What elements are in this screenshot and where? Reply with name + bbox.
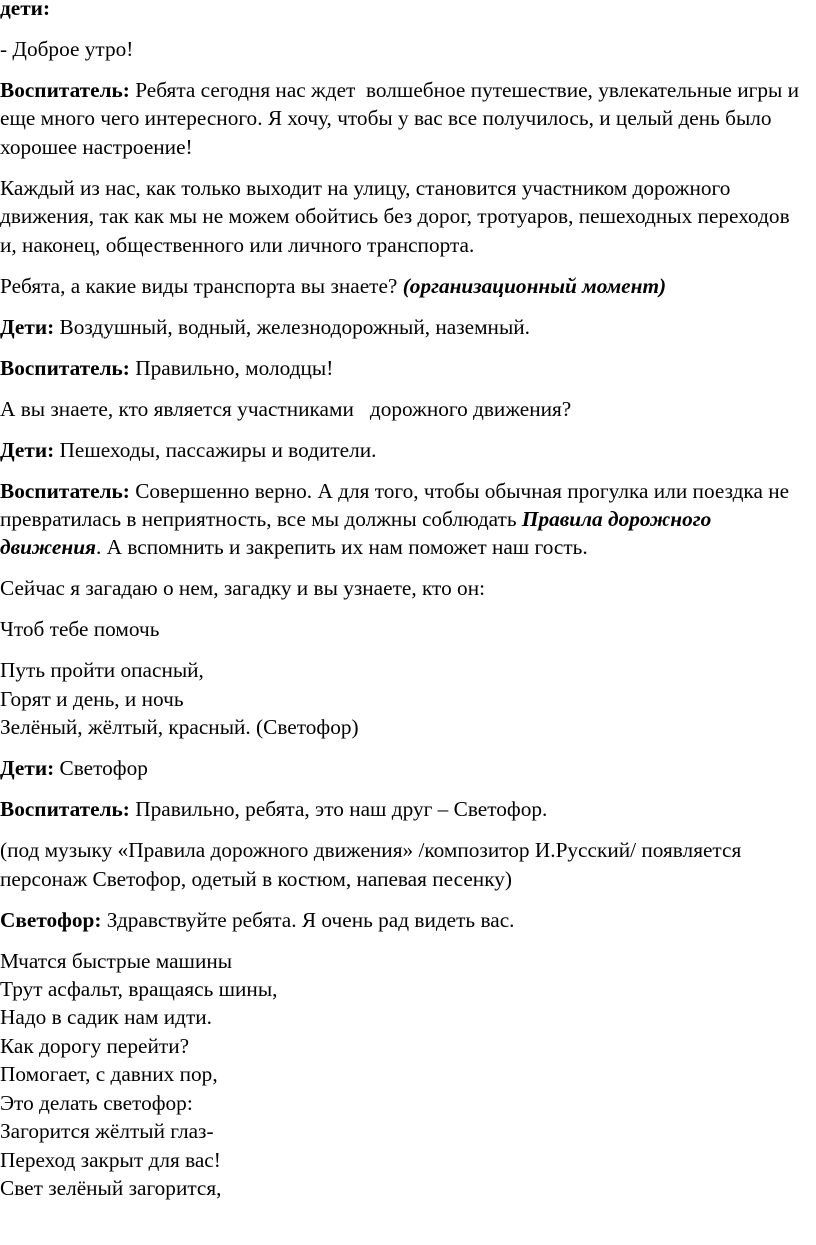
paragraph-teacher-friend [0,795,810,823]
paragraph-text: Ребята, а какие виды транспорта вы знаете? [0,273,403,298]
paragraph-text: А вы знаете, кто является участниками дорожного движения? [0,396,572,421]
paragraph-text: Правильно, молодцы! [129,355,334,380]
paragraph-text: Ребята сегодня нас ждет волшебное путешествие, увлекательные игры и еще много чего интересного. Я хочу, чтобы у вас все получилось, и целый день было хорошее настроение! [0,78,805,159]
paragraph-traffic-light-greeting [0,906,810,934]
paragraph-text: Воздушный, водный, железнодорожный, наземный. [54,314,530,339]
verse-line: Это делать светофор: [0,1090,193,1115]
paragraph-text: Сейчас я загадаю о нем, загадку и вы узнаете, кто он: [0,576,486,601]
paragraph-text: Каждый из нас, как только выходит на улицу, становится участником дорожного движения, так как мы не можем обойтись без дорог, тротуаров, пешеходных переходов и, наконец, общественного или личного транспорта. [0,175,795,257]
paragraph-text: - Доброе утро! [0,37,134,61]
paragraph-text: Пешеходы, пассажиры и водители. [54,437,377,462]
speaker-label: Воспитатель: [0,797,130,822]
verse-line: Как дорогу перейти? [0,1033,190,1058]
speaker-label: Воспитатель: [0,478,130,503]
paragraph-text: Совершенно верно. А для того, чтобы обычная прогулка или поездка не превратилась в неприятность, все мы должны соблюдать [0,478,795,532]
speaker-label: Воспитатель: [0,355,130,380]
verse-line: Мчатся быстрые машины [0,948,233,973]
paragraph-text: . А вспомнить и закрепить их нам поможет наш гость. [96,535,588,560]
verse-line: Зелёный, жёлтый, красный. (Светофор) [0,715,359,740]
speaker-label: Дети: [0,756,55,781]
speaker-label: дети: [0,0,51,20]
verse-line: Переход закрыт для вас! [0,1147,221,1172]
paragraph-riddle-intro [0,574,810,602]
verse-line: Горят и день, и ночь [0,686,184,711]
paragraph-stage-direction [0,836,810,893]
paragraph-text: Чтоб тебе помочь [0,617,160,642]
paragraph-children-answer-traffic-light [0,754,810,782]
verse-line: Трут асфальт, вращаясь шины, [0,977,278,1002]
riddle-verse [0,656,810,741]
paragraph-teacher-rules [0,477,810,562]
speaker-label: Дети: [0,314,55,339]
verse-line: Загорится жёлтый глаз- [0,1119,214,1144]
verse-line: Свет зелёный загорится, [0,1175,222,1200]
paragraph-text: Светофор [54,756,148,781]
speaker-label: Воспитатель: [0,78,130,102]
paragraph-teacher-intro [0,76,810,161]
paragraph-children-participants-answer [0,436,810,464]
stage-note: (организационный момент) [402,273,667,298]
song-verse [0,947,810,1203]
paragraph-transport-question [0,272,810,300]
paragraph-children-transport-answer [0,313,810,341]
rules-emphasis: Правила дорожного движения [0,507,717,560]
paragraph-riddle-first-line [0,615,810,643]
paragraph-text: (под музыку «Правила дорожного движения» /композитор И.Русский/ появляется персонаж Светофор, одетый в костюм, напевая песенку) [0,838,747,891]
paragraph-children-greeting-label [0,0,810,22]
verse-line: Путь пройти опасный, [0,658,204,683]
verse-line: Надо в садик нам идти. [0,1005,213,1030]
paragraph-text: Здравствуйте ребята. Я очень рад видеть вас. [101,907,515,932]
speaker-label: Дети: [0,437,55,462]
paragraph-participants-question [0,395,810,423]
verse-line: Помогает, с давних пор, [0,1062,218,1087]
paragraph-text: Правильно, ребята, это наш друг – Светофор. [129,797,548,822]
speaker-label: Светофор: [0,907,102,932]
paragraph-traffic-participants [0,174,810,259]
paragraph-good-morning [0,35,810,63]
paragraph-teacher-praise [0,354,810,382]
